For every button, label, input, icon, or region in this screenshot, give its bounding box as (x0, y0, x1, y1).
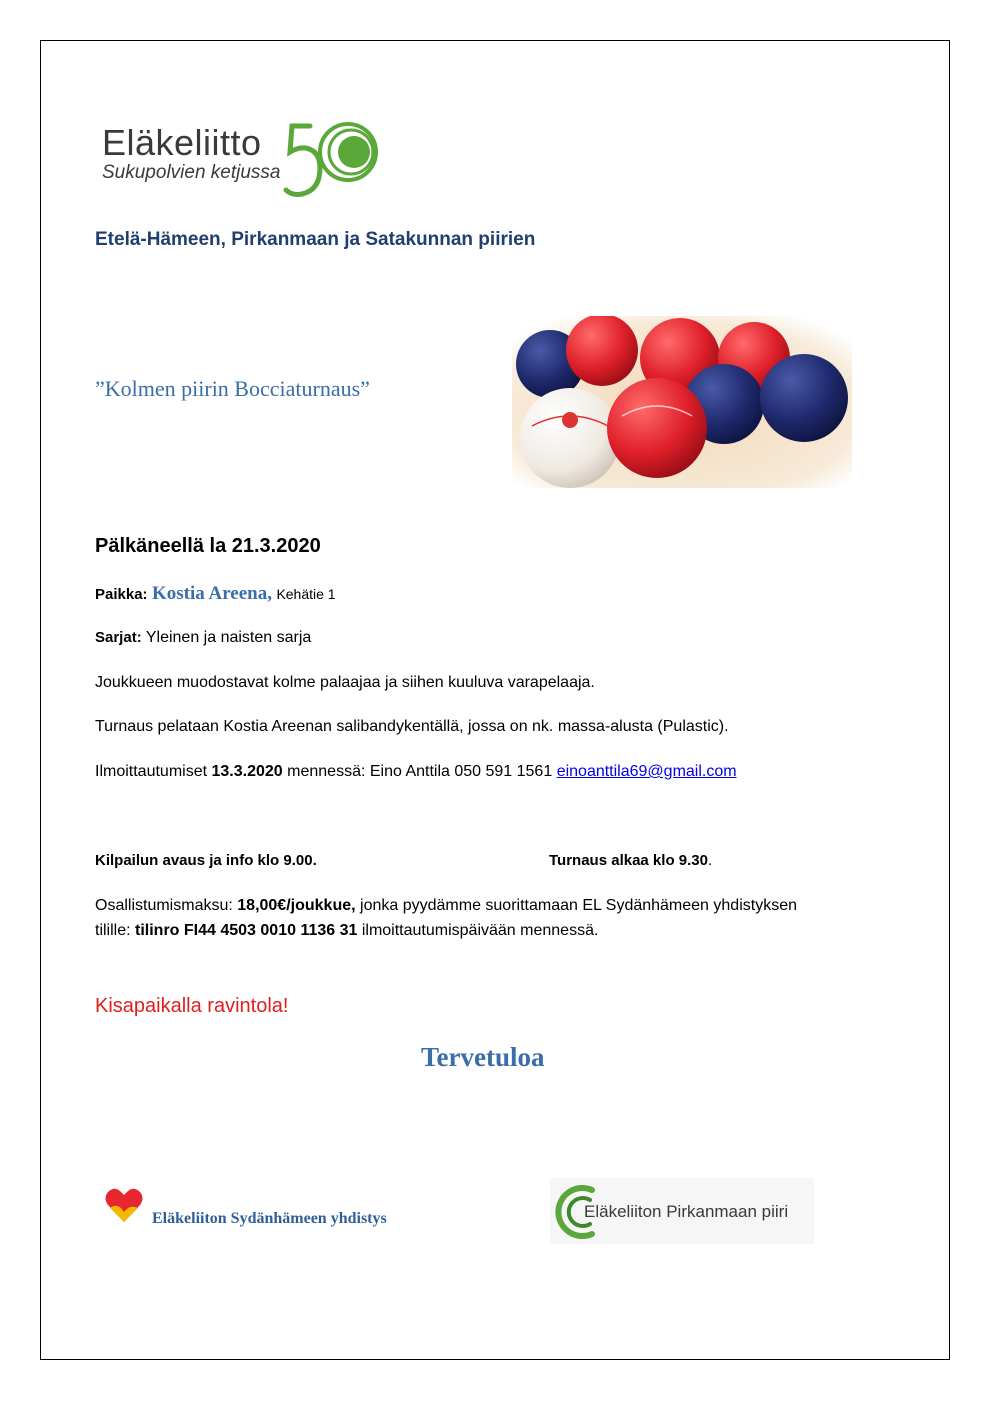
account-prefix: tilille: (95, 922, 131, 939)
footer-right-organization: Eläkeliiton Pirkanmaan piiri (584, 1202, 789, 1221)
place-line (95, 583, 336, 605)
fee-amount: 18,00€/joukkue, (237, 897, 356, 914)
heart-icon (104, 1186, 144, 1226)
place-label: Paikka: (95, 586, 148, 603)
event-date: Pälkäneellä la 21.3.2020 (95, 535, 321, 557)
start-time-line (549, 852, 712, 869)
anniversary-50-logo (280, 118, 385, 203)
restaurant-notice: Kisapaikalla ravintola! (95, 995, 289, 1017)
fee-line-1 (95, 897, 797, 915)
pirkanmaa-logo (550, 1178, 814, 1244)
registration-deadline: 13.3.2020 (211, 763, 283, 780)
place-name: Kostia Areena, (152, 583, 272, 604)
series-line (95, 629, 311, 647)
registration-email-link[interactable]: einoanttila69@gmail.com (556, 763, 737, 780)
footer-left-organization: Eläkeliiton Sydänhämeen yhdistys (152, 1210, 387, 1227)
welcome-heading: Tervetuloa (421, 1042, 545, 1072)
logo-wordmark: Eläkeliitto (102, 122, 262, 163)
start-time: Turnaus alkaa klo 9.30 (549, 852, 708, 869)
registration-contact: mennessä: Eino Anttila 050 591 1561 (287, 763, 553, 780)
fee-suffix: ilmoittautumispäivään mennessä. (361, 922, 599, 939)
venue-text: Turnaus pelataan Kostia Areenan salibandykentällä, jossa on nk. massa-alusta (Pulastic). (95, 718, 729, 735)
series-label: Sarjat: (95, 629, 142, 646)
fee-prefix: Osallistumismaksu: (95, 897, 233, 914)
fee-text: jonka pyydämme suorittamaan EL Sydänhämeen yhdistyksen (360, 897, 797, 914)
opening-time: Kilpailun avaus ja info klo 9.00. (95, 852, 317, 869)
account-number: tilinro FI44 4503 0010 1136 31 (135, 922, 358, 939)
event-title: ”Kolmen piirin Bocciaturnaus” (95, 376, 370, 401)
series-value: Yleinen ja naisten sarja (145, 629, 312, 646)
registration-line (95, 763, 737, 781)
organization-logo (102, 122, 281, 184)
fee-line-2 (95, 922, 598, 940)
start-time-suffix: . (707, 852, 713, 869)
team-text: Joukkueen muodostavat kolme palaajaa ja siihen kuuluva varapelaaja. (95, 674, 595, 691)
registration-prefix: Ilmoittautumiset (95, 763, 208, 780)
districts-heading: Etelä-Hämeen, Pirkanmaan ja Satakunnan piirien (95, 229, 536, 250)
logo-tagline: Sukupolvien ketjussa (102, 162, 281, 183)
place-address: Kehätie 1 (276, 586, 336, 602)
boccia-balls-image (512, 316, 852, 488)
